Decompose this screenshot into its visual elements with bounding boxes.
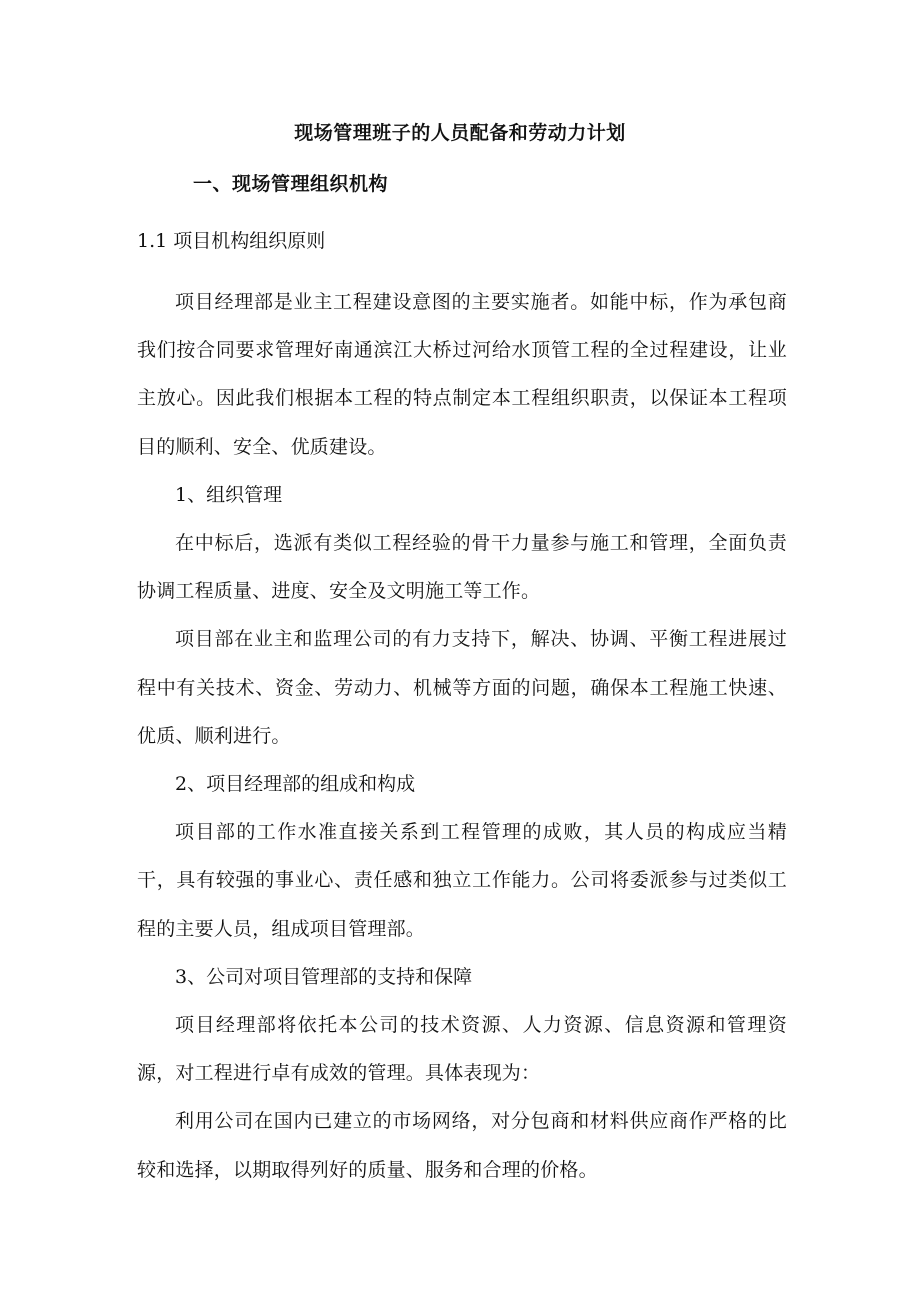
section-heading-1-1: 1.1 项目机构组织原则: [137, 230, 326, 252]
paragraph-market-network: 利用公司在国内已建立的市场网络，对分包商和材料供应商作严格的比较和选择，以期取得列好的质量、服务和合理的价格。: [137, 1110, 787, 1181]
paragraph-organization: 在中标后，选派有类似工程经验的骨干力量参与施工和管理，全面负责协调工程质量、进度、安全及文明施工等工作。: [137, 532, 787, 603]
subheading-company-support: 3、公司对项目管理部的支持和保障: [175, 965, 473, 988]
paragraph-project-support: 项目部在业主和监理公司的有力支持下，解决、协调、平衡工程进展过程中有关技术、资金、劳动力、机械等方面的问题，确保本工程施工快速、优质、顺利进行。: [137, 628, 787, 747]
paragraph-composition: 项目部的工作水准直接关系到工程管理的成败，其人员的构成应当精干，具有较强的事业心、责任感和独立工作能力。公司将委派参与过类似工程的主要人员，组成项目管理部。: [137, 821, 787, 940]
subheading-organization-management: 1、组织管理: [175, 483, 283, 506]
section-heading-1: 一、现场管理组织机构: [193, 173, 389, 195]
document-body: [137, 278, 787, 1194]
subheading-project-composition: 2、项目经理部的组成和构成: [175, 773, 416, 796]
paragraph-intro: 项目经理部是业主工程建设意图的主要实施者。如能中标，作为承包商我们按合同要求管理好南通滨江大桥过河给水顶管工程的全过程建设，让业主放心。因此我们根据本工程的特点制定本工程组织职责，以保证本工程项目的顺利、安全、优质建设。: [137, 291, 787, 458]
document-title: 现场管理班子的人员配备和劳动力计划: [294, 122, 626, 144]
paragraph-resources: 项目经理部将依托本公司的技术资源、人力资源、信息资源和管理资源，对工程进行卓有成效的管理。具体表现为：: [137, 1014, 787, 1085]
